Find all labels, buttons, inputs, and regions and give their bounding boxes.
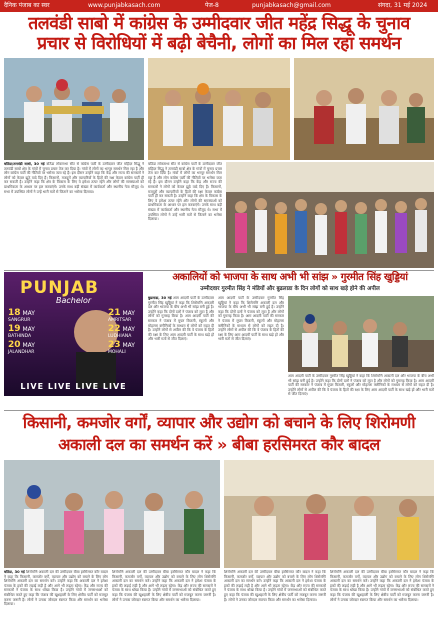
advert-event: 18 MAY SANGRUR xyxy=(8,308,35,323)
story1-body-cont xyxy=(148,162,222,268)
story2-photo xyxy=(288,296,434,372)
story2-body xyxy=(148,296,214,408)
masthead-date: संगदा, 31 मई 2024 xyxy=(378,2,428,9)
story1-headline-line2: प्रचार से विरोधियों में बढ़ी बेचैनी, लोगों का मिल रहा समर्थन xyxy=(37,34,401,54)
story1-photo-top-right xyxy=(148,58,290,160)
advert-event: 20 MAY JALANDHAR xyxy=(8,340,35,355)
masthead-bar xyxy=(0,0,438,12)
story3-headline-line1: किसानी, कमजोर वर्गों, व्यापार और उद्योग को बचाने के लिए शिरोमणी xyxy=(22,413,416,432)
story3-body-col2 xyxy=(112,570,216,638)
advert-events-left xyxy=(8,310,58,358)
story3-body-col3 xyxy=(224,570,326,638)
masthead-left: दैनिक पंजाब का स्वर xyxy=(4,2,50,9)
section-divider-1 xyxy=(4,270,434,271)
story2-body-text: आम आदमी पार्टी के उम्मीदवार गुरमीत सिंह खुड्डियां ने कहा कि शिरोमणि अकाली दल और भाजपा के बीच अभी भी सांझ बनी हुई है। उन्होंने कहा कि दोनों दलों ने पंजाब को लूटा है और लोगों को गुमराह किया है। आम आदमी पार्टी की सरकार ने पंजाब में मुफ्त बिजली, स्कूलों और मोहल्ला क्लीनिकों के माध्यम से लोगों को राहत दी है। उन्होंने लोगों से अपील की कि वे पंजाब के हितों की रक्षा के लिए आम आदमी पार्टी के साथ खड़े हों और भारी मतों से जीत दिलाएं। xyxy=(148,296,214,342)
story1-body xyxy=(4,162,144,268)
story2-dateline: बुढलाडा, 30 मई xyxy=(148,296,172,300)
story2-headline: अकालियों को भाजपा के साथ अभी भी सांझ » गुरमीत सिंह खुड्डियां xyxy=(172,272,408,283)
story3-body-text-2: शिरोमणि अकाली दल की उम्मीदवार बीबा हरसिमरत कौर बादल ने कहा कि किसानी, कमजोर वर्गों, व्यापार और उद्योग को बचाने के लिए लोग शिरोमणि अकाली दल का समर्थन करें। उन्होंने कहा कि अकाली दल ने हमेशा पंजाब के हकों की लड़ाई लड़ी है और आगे भी लड़ता रहेगा। केंद्र और राज्य की सरकारों ने पंजाब के साथ धोखा किया है। उन्होंने गांवों में जनसभाओं को संबोधित करते हुए कहा कि पंजाब की खुशहाली के लिए क्षेत्रीय पार्टी को मजबूत करना जरूरी है। लोगों ने उनका जोरदार स्वागत किया और समर्थन का भरोसा दिलाया। xyxy=(112,570,216,602)
advert-panel[interactable] xyxy=(4,272,143,396)
advert-event: 22 MAY LUDHIANA xyxy=(108,324,135,339)
masthead-email[interactable]: punjabkasach@gmail.com xyxy=(252,2,331,9)
story2-body-text-2: आम आदमी पार्टी के उम्मीदवार गुरमीत सिंह खुड्डियां ने कहा कि शिरोमणि अकाली दल और भाजपा के बीच अभी भी सांझ बनी हुई है। उन्होंने कहा कि दोनों दलों ने पंजाब को लूटा है और लोगों को गुमराह किया है। आम आदमी पार्टी की सरकार ने पंजाब में मुफ्त बिजली, स्कूलों और मोहल्ला क्लीनिकों के माध्यम से लोगों को राहत दी है। उन्होंने लोगों से अपील की कि वे पंजाब के हितों की रक्षा के लिए आम आदमी पार्टी के साथ खड़े हों और भारी मतों से जीत दिलाएं। xyxy=(218,296,284,342)
story3-body-text: शिरोमणि अकाली दल की उम्मीदवार बीबा हरसिमरत कौर बादल ने कहा कि किसानी, कमजोर वर्गों, व्यापार और उद्योग को बचाने के लिए लोग शिरोमणि अकाली दल का समर्थन करें। उन्होंने कहा कि अकाली दल ने हमेशा पंजाब के हकों की लड़ाई लड़ी है और आगे भी लड़ता रहेगा। केंद्र और राज्य की सरकारों ने पंजाब के साथ धोखा किया है। उन्होंने गांवों में जनसभाओं को संबोधित करते हुए कहा कि पंजाब की खुशहाली के लिए क्षेत्रीय पार्टी को मजबूत करना जरूरी है। लोगों ने उनका जोरदार स्वागत किया और समर्थन का भरोसा दिलाया। xyxy=(4,570,108,607)
story3-headline xyxy=(4,412,434,456)
advert-event: 21 MAY AMRITSAR xyxy=(108,308,135,323)
story3-headline-line2: अकाली दल का समर्थन करें » बीबा हरसिमरत कौर बादल xyxy=(58,435,380,454)
story1-photo-far-right xyxy=(294,58,434,160)
masthead-site[interactable]: www.punjabkasach.com xyxy=(88,2,161,9)
story1-body-text: बठिंडा लोकसभा सीट से कांग्रेस पार्टी के उम्मीदवार जीत महिंदर सिद्धू ने तलवंडी साबो क्षेत्र के गांवों में चुनाव प्रचार तेज कर दिया है। गांवों में लोगों का भरपूर समर्थन मिल रहा है और लोग कांग्रेस पार्टी की नीतियों पर भरोसा जता रहे हैं। इस दौरान उन्होंने कहा कि केंद्र और राज्य की सरकारों ने लोगों को केवल झूठे वादे दिए हैं। किसानों, मजदूरों और व्यापारियों के हितों की रक्षा केवल कांग्रेस पार्टी ही कर सकती है। उन्होंने कहा कि क्षेत्र के विकास के लिए वे हमेशा तत्पर रहेंगे और लोगों की समस्याओं को प्राथमिकता के आधार पर हल करवाएंगे। उनके साथ बड़ी संख्या में कार्यकर्ता और स्थानीय नेता मौजूद थे। सभा में उपस्थित लोगों ने उन्हें भारी मतों से जिताने का भरोसा दिलाया। xyxy=(4,162,144,194)
story2-subhead: उम्मीदवार गुरमीत सिंह ने मंडियों और बुढलाडा के दिन लोगों को साथ खड़े होने की अपील xyxy=(200,286,380,292)
story3-dateline: बठिंडा, 30 मई xyxy=(4,570,25,574)
advert-subtitle: Bachelor xyxy=(56,296,92,305)
advert-tagline: LIVE LIVE LIVE LIVE xyxy=(20,382,127,391)
story3-photo-right xyxy=(224,460,434,568)
masthead-page: पेज-8 xyxy=(205,2,219,9)
story1-headline xyxy=(4,14,434,54)
story1-photo-crowd xyxy=(226,162,434,268)
story3-body-col4 xyxy=(330,570,434,638)
story3-body-text-3: शिरोमणि अकाली दल की उम्मीदवार बीबा हरसिमरत कौर बादल ने कहा कि किसानी, कमजोर वर्गों, व्यापार और उद्योग को बचाने के लिए लोग शिरोमणि अकाली दल का समर्थन करें। उन्होंने कहा कि अकाली दल ने हमेशा पंजाब के हकों की लड़ाई लड़ी है और आगे भी लड़ता रहेगा। केंद्र और राज्य की सरकारों ने पंजाब के साथ धोखा किया है। उन्होंने गांवों में जनसभाओं को संबोधित करते हुए कहा कि पंजाब की खुशहाली के लिए क्षेत्रीय पार्टी को मजबूत करना जरूरी है। लोगों ने उनका जोरदार स्वागत किया और समर्थन का भरोसा दिलाया। xyxy=(224,570,326,602)
advert-events-right xyxy=(108,310,142,358)
story2-body-cont xyxy=(218,296,284,408)
advert-title: PUNJAB xyxy=(20,278,99,298)
advert-event: 19 MAY BATHINDA xyxy=(8,324,35,339)
story2-body-text-3: आम आदमी पार्टी के उम्मीदवार गुरमीत सिंह खुड्डियां ने कहा कि शिरोमणि अकाली दल और भाजपा के बीच अभी भी सांझ बनी हुई है। उन्होंने कहा कि दोनों दलों ने पंजाब को लूटा है और लोगों को गुमराह किया है। आम आदमी पार्टी की सरकार ने पंजाब में मुफ्त बिजली, स्कूलों और मोहल्ला क्लीनिकों के माध्यम से लोगों को राहत दी है। उन्होंने लोगों से अपील की कि वे पंजाब के हितों की रक्षा के लिए आम आदमी पार्टी के साथ खड़े हों और भारी मतों से जीत दिलाएं। xyxy=(288,374,434,397)
story1-body-text-2: बठिंडा लोकसभा सीट से कांग्रेस पार्टी के उम्मीदवार जीत महिंदर सिद्धू ने तलवंडी साबो क्षेत्र के गांवों में चुनाव प्रचार तेज कर दिया है। गांवों में लोगों का भरपूर समर्थन मिल रहा है और लोग कांग्रेस पार्टी की नीतियों पर भरोसा जता रहे हैं। इस दौरान उन्होंने कहा कि केंद्र और राज्य की सरकारों ने लोगों को केवल झूठे वादे दिए हैं। किसानों, मजदूरों और व्यापारियों के हितों की रक्षा केवल कांग्रेस पार्टी ही कर सकती है। उन्होंने कहा कि क्षेत्र के विकास के लिए वे हमेशा तत्पर रहेंगे और लोगों की समस्याओं को प्राथमिकता के आधार पर हल करवाएंगे। उनके साथ बड़ी संख्या में कार्यकर्ता और स्थानीय नेता मौजूद थे। सभा में उपस्थित लोगों ने उन्हें भारी मतों से जिताने का भरोसा दिलाया। xyxy=(148,162,222,222)
story1-headline-line1: तलवंडी साबो में कांग्रेस के उम्मीदवार जीत महेंद्र सिद्धू के चुनाव xyxy=(28,14,410,34)
story1-photo-main xyxy=(4,58,144,160)
story3-photo-left xyxy=(4,460,220,568)
story2-body-photo-caption xyxy=(288,374,434,408)
section-divider-2 xyxy=(4,410,434,411)
advert-event: 23 MAY MOHALI xyxy=(108,340,135,355)
story3-body-text-4: शिरोमणि अकाली दल की उम्मीदवार बीबा हरसिमरत कौर बादल ने कहा कि किसानी, कमजोर वर्गों, व्यापार और उद्योग को बचाने के लिए लोग शिरोमणि अकाली दल का समर्थन करें। उन्होंने कहा कि अकाली दल ने हमेशा पंजाब के हकों की लड़ाई लड़ी है और आगे भी लड़ता रहेगा। केंद्र और राज्य की सरकारों ने पंजाब के साथ धोखा किया है। उन्होंने गांवों में जनसभाओं को संबोधित करते हुए कहा कि पंजाब की खुशहाली के लिए क्षेत्रीय पार्टी को मजबूत करना जरूरी है। लोगों ने उनका जोरदार स्वागत किया और समर्थन का भरोसा दिलाया। xyxy=(330,570,434,602)
story1-dateline: बठिंडा/तलवंडी साबो, 30 मई xyxy=(4,162,45,166)
story3-body xyxy=(4,570,108,638)
